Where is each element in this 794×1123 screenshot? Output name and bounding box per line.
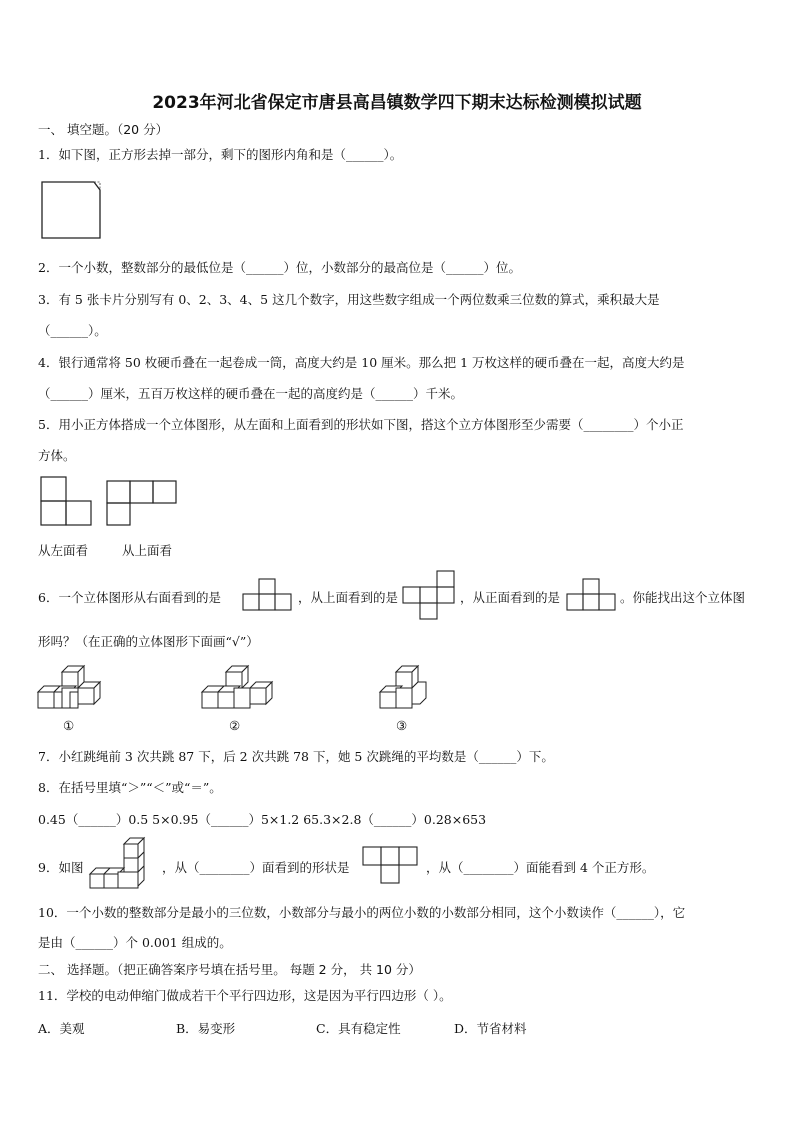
- question-10-line-2: 是由（______）个 0.001 组成的。: [38, 935, 232, 950]
- question-6-part-4: 。你能找出这个立体图: [620, 590, 746, 605]
- q6-option-2-label: ②: [229, 718, 241, 733]
- q9-view-figure: [362, 846, 420, 886]
- q6-top-view-figure: [402, 570, 456, 622]
- q5-top-view-figure: [106, 480, 178, 528]
- q5-left-view-label: 从左面看: [38, 543, 89, 558]
- section-heading-multiple-choice: 二、 选择题。（把正确答案序号填在括号里。 每题 2 分， 共 10 分）: [38, 962, 421, 977]
- question-10-line-1: 10．一个小数的整数部分是最小的三位数，小数部分与最小的两位小数的小数部分相同，这个小数读作（______），它: [38, 905, 686, 920]
- question-6-line-2: 形吗？（在正确的立体图形下面画“√”）: [38, 634, 259, 649]
- question-8: 8．在括号里填“＞”“＜”或“＝”。: [38, 780, 222, 795]
- question-4-line-1: 4．银行通常将 50 枚硬币叠在一起卷成一筒，高度大约是 10 厘米。那么把 1 万枚这样的硬币叠在一起，高度大约是: [38, 355, 685, 370]
- question-9-part-3: ，从（________）面能看到 4 个正方形。: [426, 860, 655, 875]
- question-4-line-2: （______）厘米，五百万枚这样的硬币叠在一起的高度约是（______）千米。: [38, 386, 464, 401]
- question-6-part-3: ，从正面看到的是: [460, 590, 561, 605]
- question-11: 11．学校的电动伸缩门做成若干个平行四边形，这是因为平行四边形（ ）。: [38, 988, 452, 1003]
- question-9-part-2: ，从（________）面看到的形状是: [162, 860, 350, 875]
- question-6-part-2: ，从上面看到的是: [298, 590, 399, 605]
- q6-right-view-figure: [242, 578, 294, 612]
- q11-option-a: A．美观: [38, 1021, 85, 1036]
- q6-option-3-solid-figure: [378, 662, 430, 712]
- question-3-line-1: 3．有 5 张卡片分别写有 0、2、3、4、5 这几个数字，用这些数字组成一个两位数乘三位数的算式，乘积最大是: [38, 292, 660, 307]
- question-8-items: 0.45（______）0.5 5×0.95（______）5×1.2 65.3×2.8（______）0.28×653: [38, 812, 487, 827]
- question-7: 7．小红跳绳前 3 次共跳 87 下，后 2 次共跳 78 下，她 5 次跳绳的平均数是（______）下。: [38, 749, 554, 764]
- question-1: 1．如下图，正方形去掉一部分，剩下的图形内角和是（______）。: [38, 147, 403, 162]
- question-3-line-2: （______）。: [38, 323, 107, 338]
- page-title: 2023年河北省保定市唐县高昌镇数学四下期末达标检测模拟试题: [152, 93, 642, 113]
- q11-option-c: C．具有稳定性: [316, 1021, 401, 1036]
- q6-option-1-label: ①: [63, 718, 75, 733]
- q6-option-3-label: ③: [396, 718, 408, 733]
- q9-solid-figure: [86, 836, 156, 892]
- q11-option-b: B．易变形: [176, 1021, 236, 1036]
- q6-option-2-solid-figure: [200, 662, 276, 712]
- q11-option-d: D．节省材料: [454, 1021, 527, 1036]
- q5-top-view-label: 从上面看: [122, 543, 173, 558]
- question-2: 2．一个小数，整数部分的最低位是（______）位，小数部分的最高位是（______）位。: [38, 260, 521, 275]
- question-6-part-1: 6．一个立体图形从右面看到的是: [38, 590, 221, 605]
- question-9-part-1: 9．如图: [38, 860, 84, 875]
- q6-front-view-figure: [566, 578, 618, 612]
- q5-left-view-figure: [40, 476, 95, 528]
- question-5-line-2: 方体。: [38, 448, 76, 463]
- q1-cut-square-figure: [40, 180, 102, 240]
- section-heading-fill-blank: 一、 填空题。（20 分）: [38, 122, 169, 137]
- q6-option-1-solid-figure: [36, 662, 106, 712]
- question-5-line-1: 5．用小正方体搭成一个立体图形，从左面和上面看到的形状如下图，搭这个立方体图形至少需要（________）个小正: [38, 417, 684, 432]
